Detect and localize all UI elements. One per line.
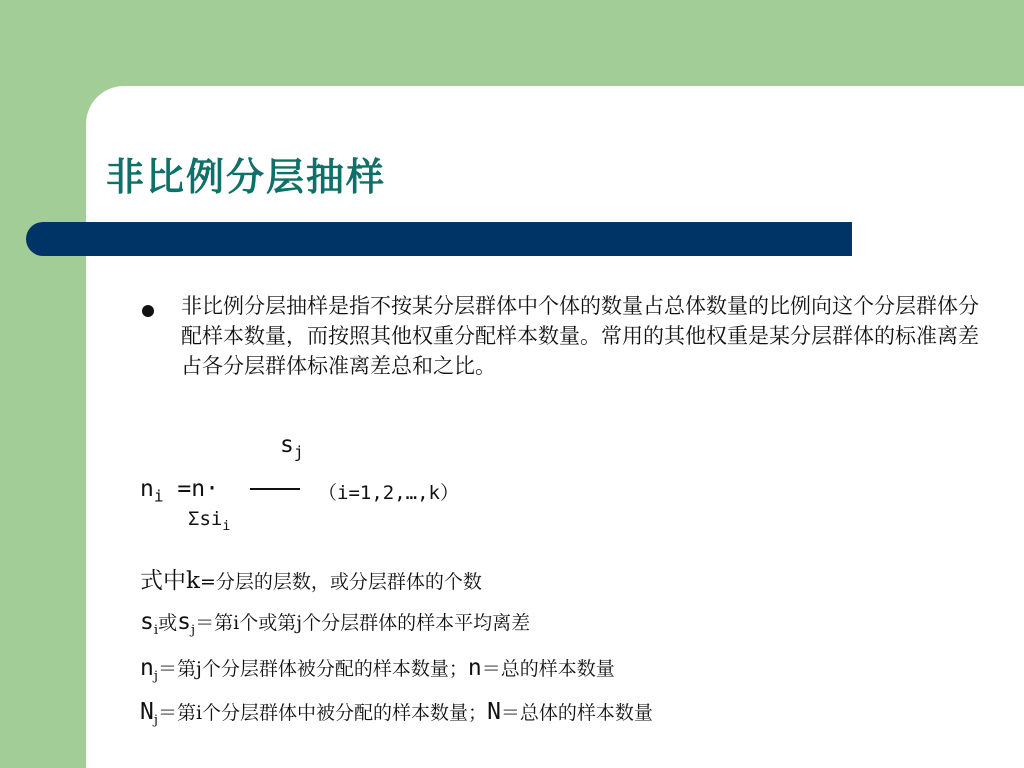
fraction-bar [250, 488, 300, 490]
bullet-icon [142, 305, 154, 317]
title-underline-bar [26, 222, 852, 256]
bullet-paragraph: 非比例分层抽样是指不按某分层群体中个体的数量占总体数量的比例向这个分层群体分配样本数量，而按照其他权重分配样本数量。常用的其他权重是某分层群体的标准离差占各分层群体标准离差总和之比。 [181, 294, 979, 378]
definition-N: $N_j=$第i个分层群体中被分配的样本数量；N＝总体的样本数量 [140, 699, 653, 728]
formula-denominator: Σsi$_i$ [188, 508, 231, 534]
definition-k: 式中k=分层的层数，或分层群体的个数 [140, 568, 482, 594]
formula-numerator: $s_j$ [280, 432, 304, 462]
formula-range: （i=1,2,…,k） [318, 482, 459, 504]
definition-n: $n_j=$第j个分层群体被分配的样本数量；n＝总的样本数量 [140, 655, 615, 684]
formula-lhs: $n_i =n\cdot$ [140, 476, 219, 506]
definition-s: $s_i$或$s_j=$第i个或第j个分层群体的样本平均离差 [140, 609, 531, 638]
slide-title: 非比例分层抽样 [106, 155, 387, 199]
